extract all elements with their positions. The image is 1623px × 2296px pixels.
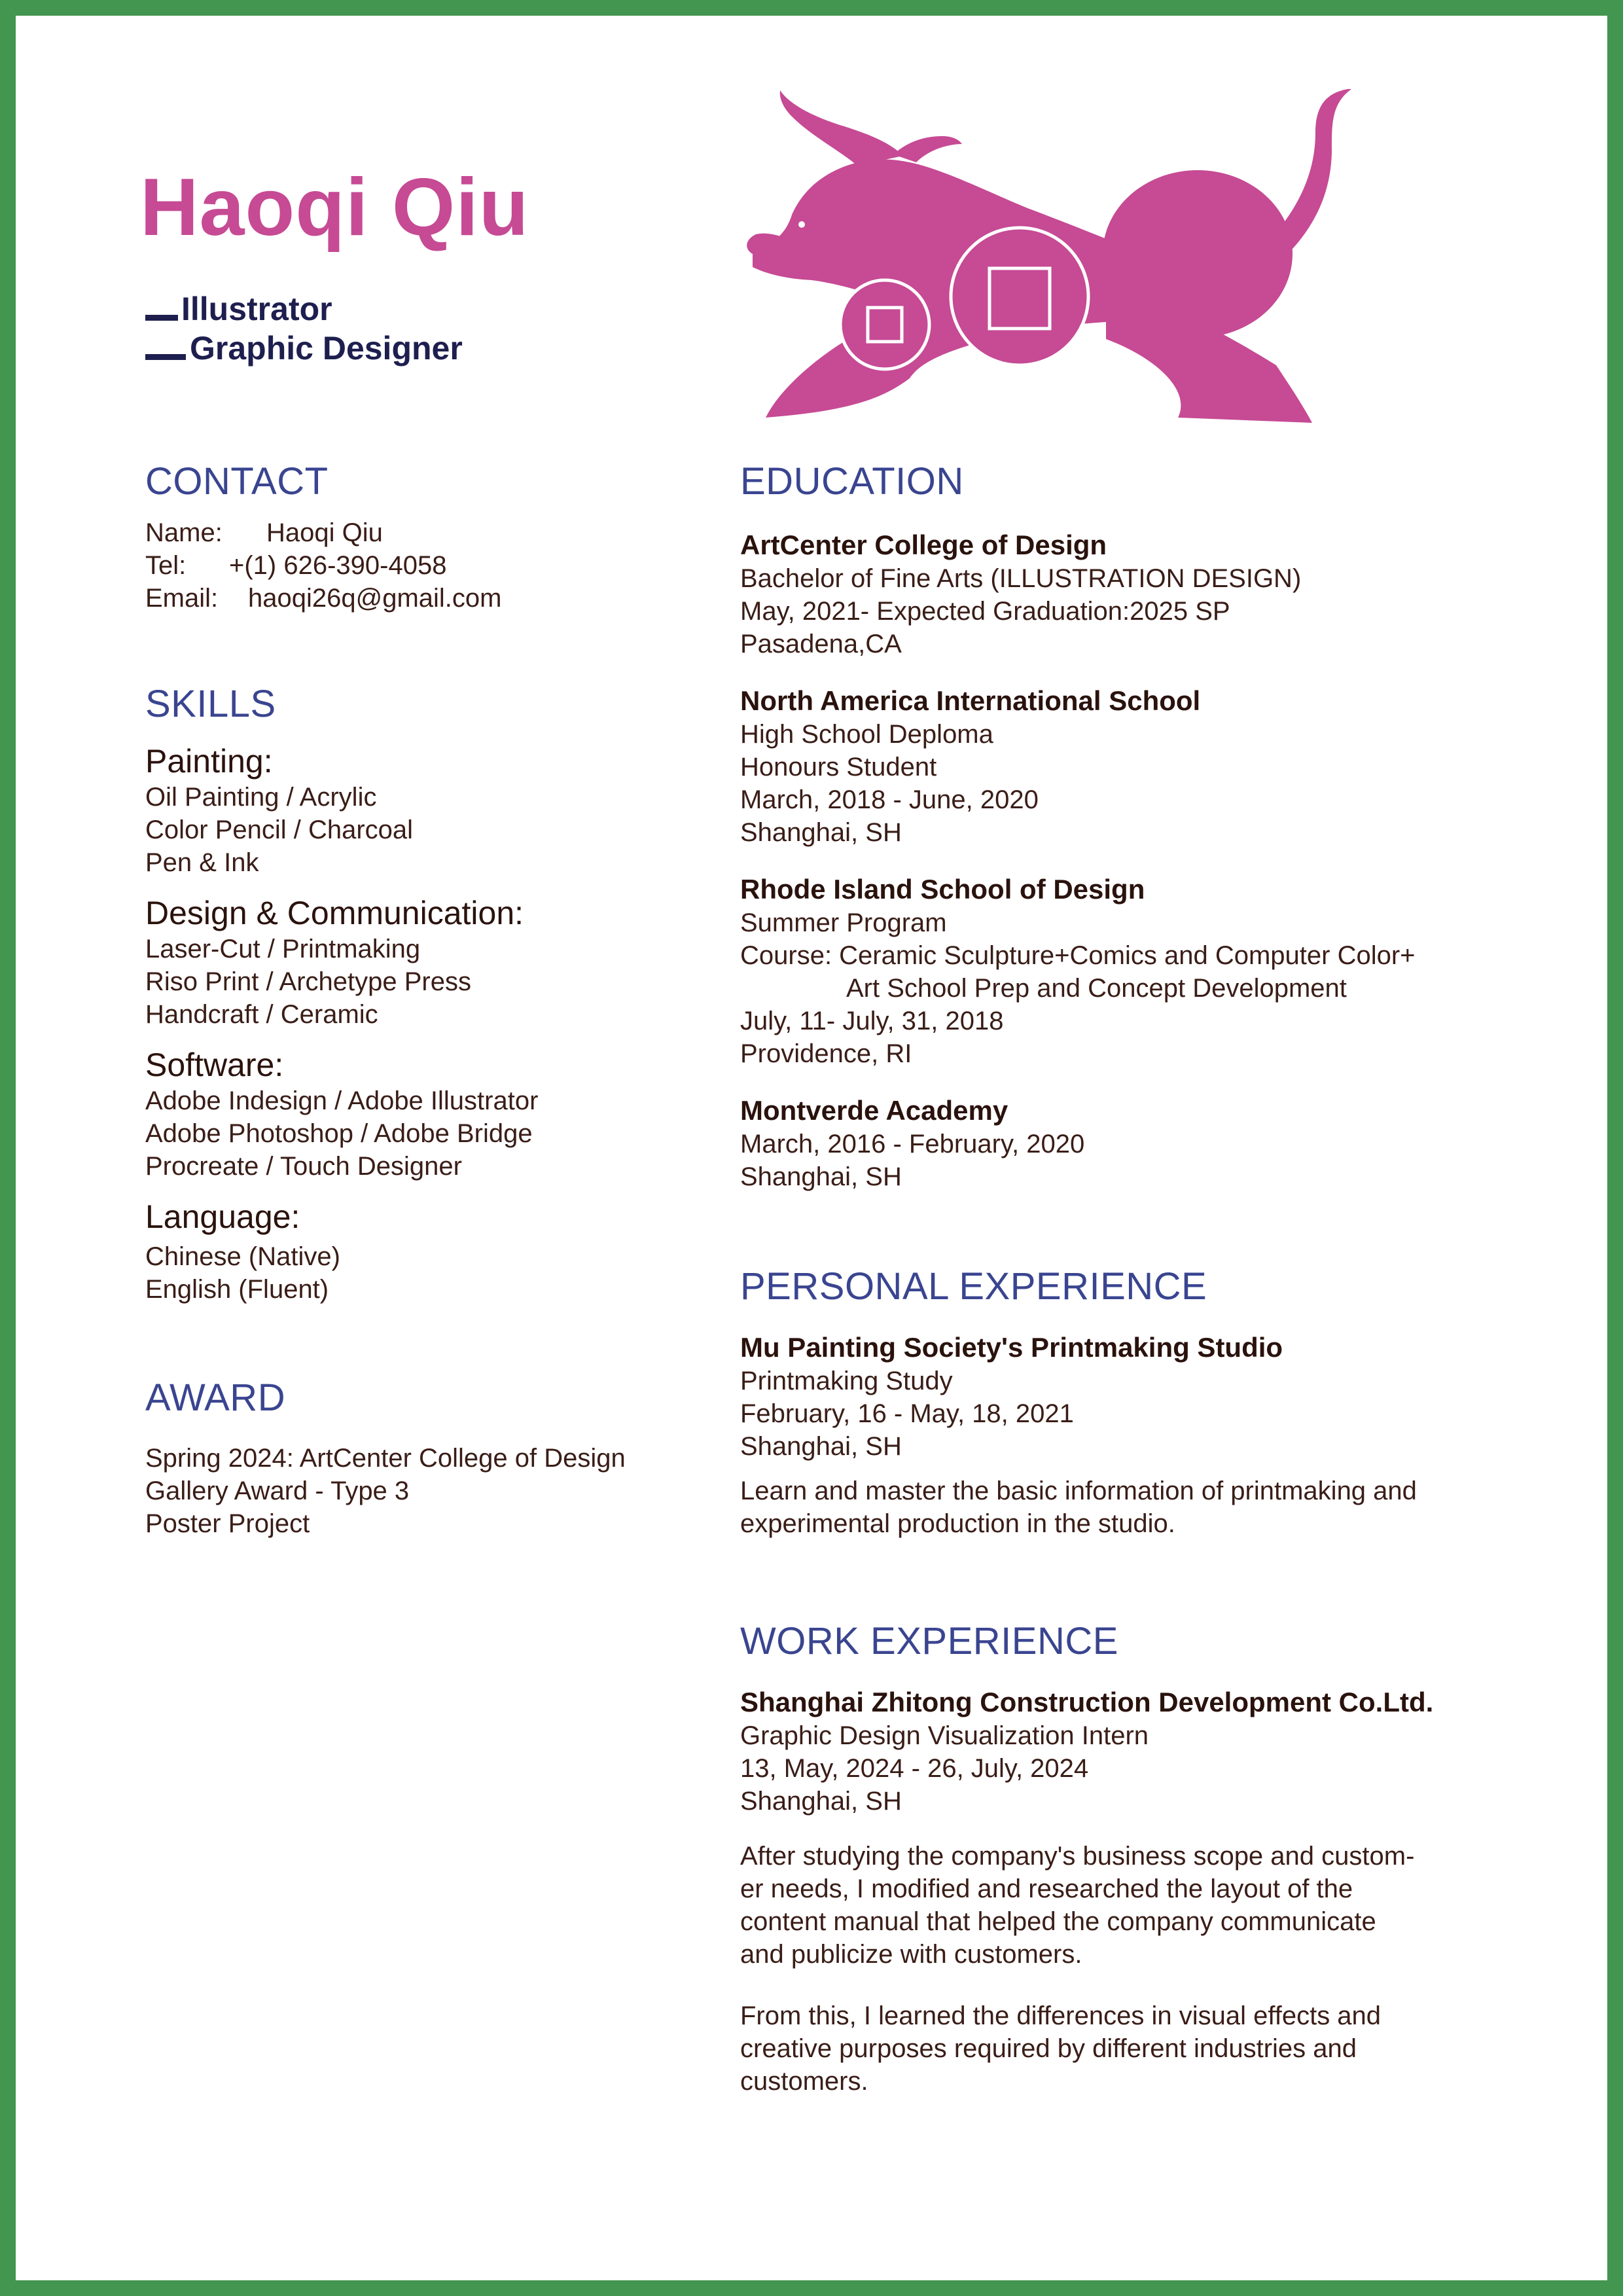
skill-group-title: Design & Communication: (145, 895, 524, 931)
education-entry: North America International School High School Deploma Honours Student March, 2018 - June, 2020 Shanghai, SH (740, 684, 1525, 849)
left-column (145, 460, 682, 1540)
contact-name-value: Haoqi Qiu (266, 518, 383, 547)
ox-with-coins-icon (740, 84, 1355, 431)
dash-mark (145, 315, 178, 321)
organization-name: Mu Painting Society's Printmaking Studio (740, 1332, 1283, 1363)
candidate-name: Haoqi Qiu (140, 162, 529, 253)
dash-mark (145, 354, 186, 360)
skill-item: Adobe Photoshop / Adobe Bridge (145, 1119, 533, 1148)
award-line: Gallery Award - Type 3 (145, 1477, 410, 1505)
award-line: Spring 2024: ArtCenter College of Design (145, 1444, 626, 1473)
contact-heading: CONTACT (145, 460, 329, 503)
school-name: North America International School (740, 685, 1201, 716)
skill-item: Handcraft / Ceramic (145, 1000, 378, 1029)
skill-item: Oil Painting / Acrylic (145, 783, 377, 812)
work-paragraph-2: From this, I learned the differences in visual effects and creative purposes required by different industries and customers. (740, 2001, 1382, 2096)
contact-tel-value: +(1) 626-390-4058 (229, 551, 447, 580)
contact-tel-row: Tel: +(1) 626-390-4058 (145, 549, 682, 582)
school-name: Montverde Academy (740, 1095, 1008, 1126)
personal-description: experimental production in the studio. (740, 1509, 1175, 1538)
personal-description: Learn and master the basic information of printmaking and (740, 1477, 1417, 1505)
personal-experience-heading: PERSONAL EXPERIENCE (740, 1265, 1207, 1308)
contact-email-value: haoqi26q@gmail.com (248, 584, 502, 613)
work-paragraph-1: After studying the company's business scope and custom- er needs, I modified and researched the layout of the content manual that helped the company communicate and publicize with customers. (740, 1842, 1415, 1969)
skill-item: Color Pencil / Charcoal (145, 816, 414, 844)
work-experience-heading: WORK EXPERIENCE (740, 1620, 1118, 1662)
role-illustrator: Illustrator (145, 289, 463, 329)
roles (145, 289, 463, 368)
skills-heading: SKILLS (145, 683, 276, 725)
skill-item: Chinese (Native) (145, 1242, 340, 1271)
education-entry: ArtCenter College of Design Bachelor of Fine Arts (ILLUSTRATION DESIGN) May, 2021- Expected Graduation:2025 SP Pasadena,CA (740, 528, 1525, 660)
skill-item: Adobe Indesign / Adobe Illustrator (145, 1086, 539, 1115)
education-entry: Rhode Island School of Design Summer Program Course: Ceramic Sculpture+Comics and Computer Color+ Art School Prep and Concept Development July, 11- July, 31, 2018 Providence, RI (740, 872, 1525, 1070)
contact-name-row: Name: Haoqi Qiu (145, 516, 682, 549)
skill-group-painting (145, 742, 682, 879)
skill-item: Laser-Cut / Printmaking (145, 935, 421, 963)
award-line: Poster Project (145, 1509, 310, 1538)
skill-group-software (145, 1045, 682, 1183)
education-heading: EDUCATION (740, 460, 964, 503)
skill-group-design (145, 893, 682, 1031)
skill-item: Pen & Ink (145, 848, 259, 877)
skill-item: English (Fluent) (145, 1275, 329, 1304)
skill-group-title: Painting: (145, 743, 273, 780)
right-column: EDUCATION ArtCenter College of Design Bachelor of Fine Arts (ILLUSTRATION DESIGN) May, 2021- Expected Graduation:2025 SP Pasadena,CA North America International School High School Deploma Honours Student March, 2018 - June, 2020 Shanghai, SH Rhode Island School of Design Summer Program Course: Ceramic Sculpture+Comics and Computer Color+ Art School Prep and Concept Development July, 11- July, 31, 2018 Providence, RI Montverde Academy March, 2016 - February, 2020 Shanghai, SH PERSONAL EXPERIENCE Mu Painting Society's Printmaking Studio Printmaking Study February, 16 - May, 18, 2021 Shanghai, SH Learn and master the basic information of printmaking and experimental production in the studio. WORK EXPERIENCE Shanghai Zhitong Construction Development Co.Ltd. Graphic Design Visualization Intern 13, May, 2024 - 26, July, 2024 Shanghai, SH After studying the company's business scope and custom- er needs, I modified and researched the layout of the content manual that helped the company communicate and publicize with customers. From this, I learned the differences in visual effects and creative purposes required by different industries and customers. (740, 463, 1525, 2098)
education-entry: Montverde Academy March, 2016 - February, 2020 Shanghai, SH (740, 1094, 1525, 1193)
skill-group-title: Language: (145, 1198, 300, 1235)
school-name: ArtCenter College of Design (740, 529, 1107, 560)
skill-item: Procreate / Touch Designer (145, 1152, 462, 1181)
award-heading: AWARD (145, 1376, 286, 1419)
school-name: Rhode Island School of Design (740, 874, 1145, 905)
role-graphic-designer: Graphic Designer (145, 329, 463, 368)
skill-group-language (145, 1197, 682, 1306)
contact-email-row: Email: haoqi26q@gmail.com (145, 582, 682, 615)
skill-item: Riso Print / Archetype Press (145, 967, 471, 996)
company-name: Shanghai Zhitong Construction Development Co.Ltd. (740, 1687, 1434, 1717)
skill-group-title: Software: (145, 1047, 284, 1083)
